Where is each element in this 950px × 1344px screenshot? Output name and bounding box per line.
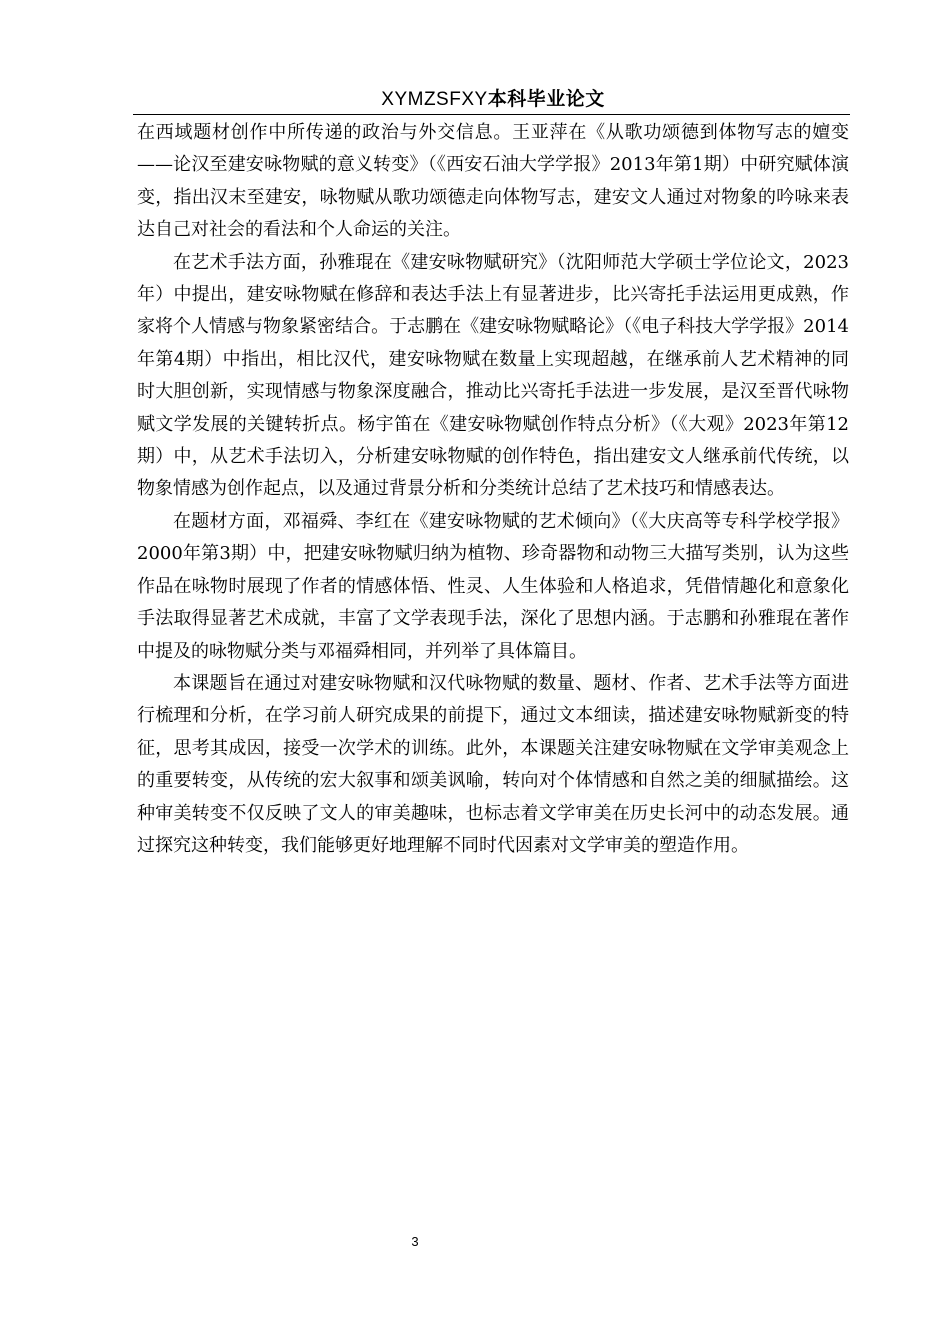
paragraph-4: 本课题旨在通过对建安咏物赋和汉代咏物赋的数量、题材、作者、艺术手法等方面进行梳理和分析，在学习前人研究成果的前提下，通过文本细读，描述建安咏物赋新变的特征，思考其成因，接受一次学术的训练。此外，本课题关注建安咏物赋在文学审美观念上的重要转变，从传统的宏大叙事和颂美讽喻，转向对个体情感和自然之美的细腻描绘。这种审美转变不仅反映了文人的审美趣味，也标志着文学审美在历史长河中的动态发展。通过探究这种转变，我们能够更好地理解不同时代因素对文学审美的塑造作用。 [137, 672, 849, 856]
paragraph-2: 在艺术手法方面，孙雅琨在《建安咏物赋研究》（沈阳师范大学硕士学位论文，2023年）中提出，建安咏物赋在修辞和表达手法上有显著进步，比兴寄托手法运用更成熟，作家将个人情感与物象紧密结合。于志鹏在《建安咏物赋略论》（《电子科技大学学报》2014年第4期）中指出，相比汉代，建安咏物赋在数量上实现超越，在继承前人艺术精神的同时大胆创新，实现情感与物象深度融合，推动比兴寄托手法进一步发展，是汉至晋代咏物赋文学发展的关键转折点。杨宇笛在《建安咏物赋创作特点分析》（《大观》2023年第12期）中，从艺术手法切入，分析建安咏物赋的创作特色，指出建安文人继承前代传统，以物象情感为创作起点，以及通过背景分析和分类统计总结了艺术技巧和情感表达。 [137, 251, 849, 500]
header-title: 本科毕业论文 [487, 88, 605, 110]
paragraph-3: 在题材方面，邓福舜、李红在《建安咏物赋的艺术倾向》（《大庆高等专科学校学报》2000年第3期）中，把建安咏物赋归纳为植物、珍奇器物和动物三大描写类别，认为这些作品在咏物时展现了作者的情感体悟、性灵、人生体验和人格追求，凭借情趣化和意象化手法取得显著艺术成就，丰富了文学表现手法，深化了思想内涵。于志鹏和孙雅琨在著作中提及的咏物赋分类与邓福舜相同，并列举了具体篇目。 [137, 510, 849, 662]
header-latin-code: XYMZSFXY [381, 89, 488, 110]
body-text [137, 117, 849, 862]
page-number: 3 [411, 1234, 419, 1249]
paragraph-1: 在西域题材创作中所传递的政治与外交信息。王亚萍在《从歌功颂德到体物写志的嬗变——论汉至建安咏物赋的意义转变》（《西安石油大学学报》2013年第1期）中研究赋体演变，指出汉末至建安，咏物赋从歌功颂德走向体物写志，建安文人通过对物象的吟咏来表达自己对社会的看法和个人命运的关注。 [137, 122, 849, 241]
header-rule [133, 114, 850, 115]
page-header [137, 86, 849, 113]
